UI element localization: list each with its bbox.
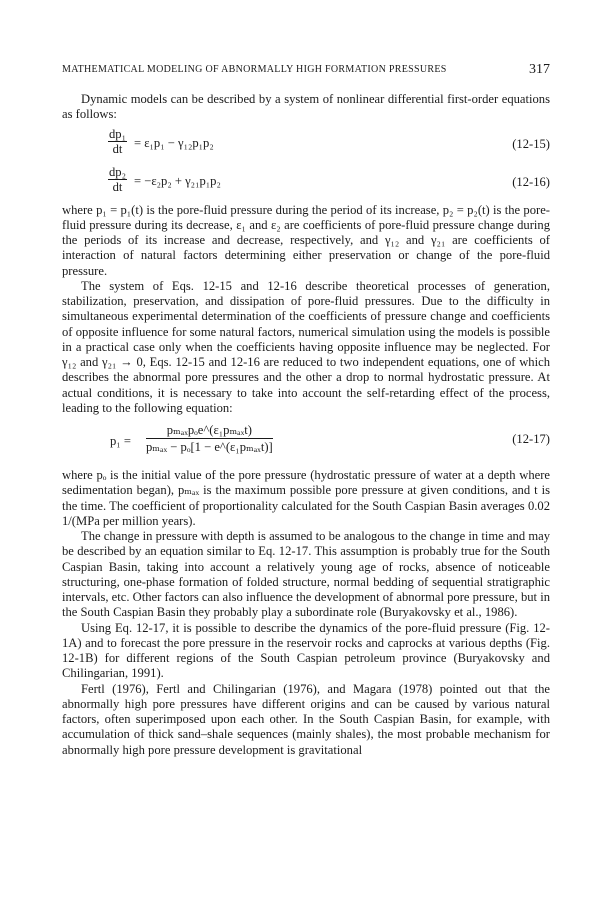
equation-12-16 xyxy=(62,165,550,199)
equation-numerator: dp₁ xyxy=(109,126,126,141)
paragraph: where pₒ is the initial value of the pore pressure (hydrostatic pressure of water at a depth where sedimentation began), pₘₐₓ is the maximum possible pore pressure at given conditions, and t is the time. The coefficient of proportionality calculated for the South Caspian Basin averages 0.02 1/(MPa per million years). xyxy=(62,468,550,528)
page-header xyxy=(62,62,550,78)
equation-fraction xyxy=(146,422,273,455)
paragraph: The system of Eqs. 12-15 and 12-16 describe theoretical processes of generation, stabilization, preservation, and dissipation of pore-fluid pressures. Due to the difficulty in simultaneous experimental determination of the coefficients of pressure change and coefficients of opposite influence for some natural factors, numerical simulation using the models is possible in a practical case only when the coefficients having opposite influence may be neglected. For γ₁₂ and γ₂₁ → 0, Eqs. 12-15 and 12-16 are reduced to two independent equations, one of which describes the abnormal pore pressures and the other a drop to normal hydrostatic pressure. At actual conditions, it is necessary to take into account the self-retarding effect of the process, leading to the following equation: xyxy=(62,278,550,415)
running-title: MATHEMATICAL MODELING OF ABNORMALLY HIGH FORMATION PRESSURES xyxy=(62,64,447,75)
equation-denominator: dt xyxy=(112,141,123,156)
equation-numerator: dp₂ xyxy=(109,164,126,179)
equation-rhs: = −ε₂p₂ + γ₂₁p₁p₂ xyxy=(134,173,221,188)
equation-numerator: pₘₐₓpₒe^(ε₁pₘₐₓt) xyxy=(146,422,273,439)
equation-lhs xyxy=(108,127,127,156)
equation-denominator: dt xyxy=(112,179,123,194)
equation-number: (12-15) xyxy=(512,136,550,151)
equation-number: (12-17) xyxy=(512,432,550,446)
equation-rhs: = ε₁p₁ − γ₁₂p₁p₂ xyxy=(134,135,214,150)
equation-lhs: p₁ = xyxy=(110,434,131,448)
equation-denominator: pₘₐₓ − pₒ[1 − e^(ε₁pₘₐₓt)] xyxy=(146,440,273,454)
paragraph: Dynamic models can be described by a system of nonlinear differential first-order equations as follows: xyxy=(62,92,550,122)
equation-lhs xyxy=(108,165,127,194)
paragraph: The change in pressure with depth is assumed to be analogous to the change in time and may be described by an equation similar to Eq. 12-17. This assumption is probably true for the South Caspian Basin, taking into account a relatively young age of rocks, absence of noticeable structuring, one-phase formation of folded structure, normal bedding of sequential stratigraphic intervals, etc. Other factors can also influence the development of abnormal pore pressure, but in the South Caspian Basin they probably play a subordinate role (Buryakovsky et al., 1986). xyxy=(62,529,550,620)
equation-number: (12-16) xyxy=(512,174,550,189)
paragraph: where p₁ = p₁(t) is the pore-fluid pressure during the period of its increase, p₂ = p₂(t) is the pore-fluid pressure during its decrease, ε₁ and ε₂ are coefficients of pore-fluid pressure change during the periods of its increase and decrease, respectively, and γ₁₂ and γ₂₁ are coefficients of interaction of natural factors determining either preservation or change of the pore-fluid pressure. xyxy=(62,202,550,278)
paragraph: Using Eq. 12-17, it is possible to describe the dynamics of the pore-fluid pressure (Fig. 12-1A) and to forecast the pore pressure in the reservoir rocks and caprocks at various depths (Fig. 12-1B) for different regions of the South Caspian petroleum province (Buryakovsky and Chilingarian, 1991). xyxy=(62,620,550,681)
paragraph: Fertl (1976), Fertl and Chilingarian (1976), and Magara (1978) pointed out that the abnormally high pore pressures have different origins and can be caused by various natural factors, often superimposed upon each other. In the South Caspian Basin, for example, with accumulation of thick sand–shale sequences (mainly shales), the most probable mechanism for abnormally high pore pressure development is gravitational xyxy=(62,681,550,757)
page-number: 317 xyxy=(529,62,550,77)
body-text xyxy=(62,92,550,758)
equation-12-15 xyxy=(62,127,550,161)
equation-12-17 xyxy=(62,422,550,462)
